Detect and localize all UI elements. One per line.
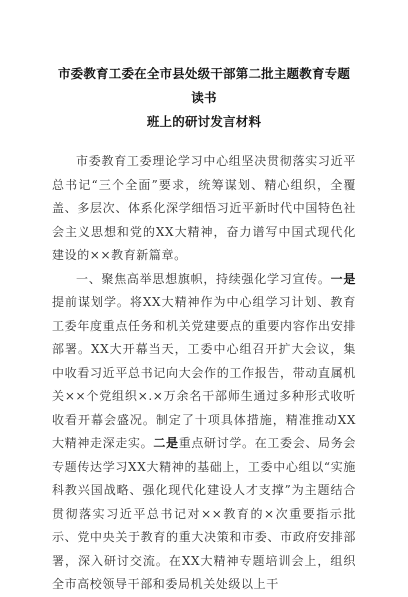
point-1-text: 提前谋划学。将XX大精神作为中心组学习计划、教育工委年度重点任务和机关党建要点的重要内容作出安排部署。XX大开幕当天，工委中心组召开扩大会议，集中收看习近平总书记向大会作的工作报告，带动直属机关××个党组织×.×万余名干部师生通过多种形式收听收看开幕会盛况。制定了十项具体措施，精准推动XX大精神走深走实。 bbox=[52, 295, 356, 450]
point-2-label: 二是 bbox=[153, 436, 179, 450]
document-page bbox=[52, 62, 356, 597]
point-1-label: 一是 bbox=[330, 271, 356, 286]
section-1-heading: 一、聚焦高举思想旗帜，持续强化学习宣传。 bbox=[76, 271, 331, 286]
title-line-1: 市委教育工委在全市县处级干部第二批主题教育专题读书 bbox=[57, 66, 351, 105]
point-2-text: 重点研讨学。在工委会、局务会专题传达学习XX大精神的基础上，工委中心组以“实施科教兴国战略、强化现代化建设人才支撑”为主题结合贯彻落实习近平总书记对××教育的×次重要指示批示、党中央关于教育的重大决策和市委、市政府安排部署，深入研讨交流。在XX大精神专题培训会上，组织全市高校领导干部和委局机关处级以上干 bbox=[52, 436, 356, 591]
title-line-2: 班上的研讨发言材料 bbox=[146, 114, 262, 129]
intro-paragraph: 市委教育工委理论学习中心组坚决贯彻落实习近平总书记“三个全面”要求，统筹谋划、精心组织，全覆盖、多层次、体系化深学细悟习近平新时代中国特色社会主义思想和党的XX大精神，奋力谱写中国式现代化建设的××教育新篇章。 bbox=[52, 154, 356, 262]
section-1-paragraph bbox=[52, 268, 356, 597]
document-title bbox=[52, 62, 356, 134]
